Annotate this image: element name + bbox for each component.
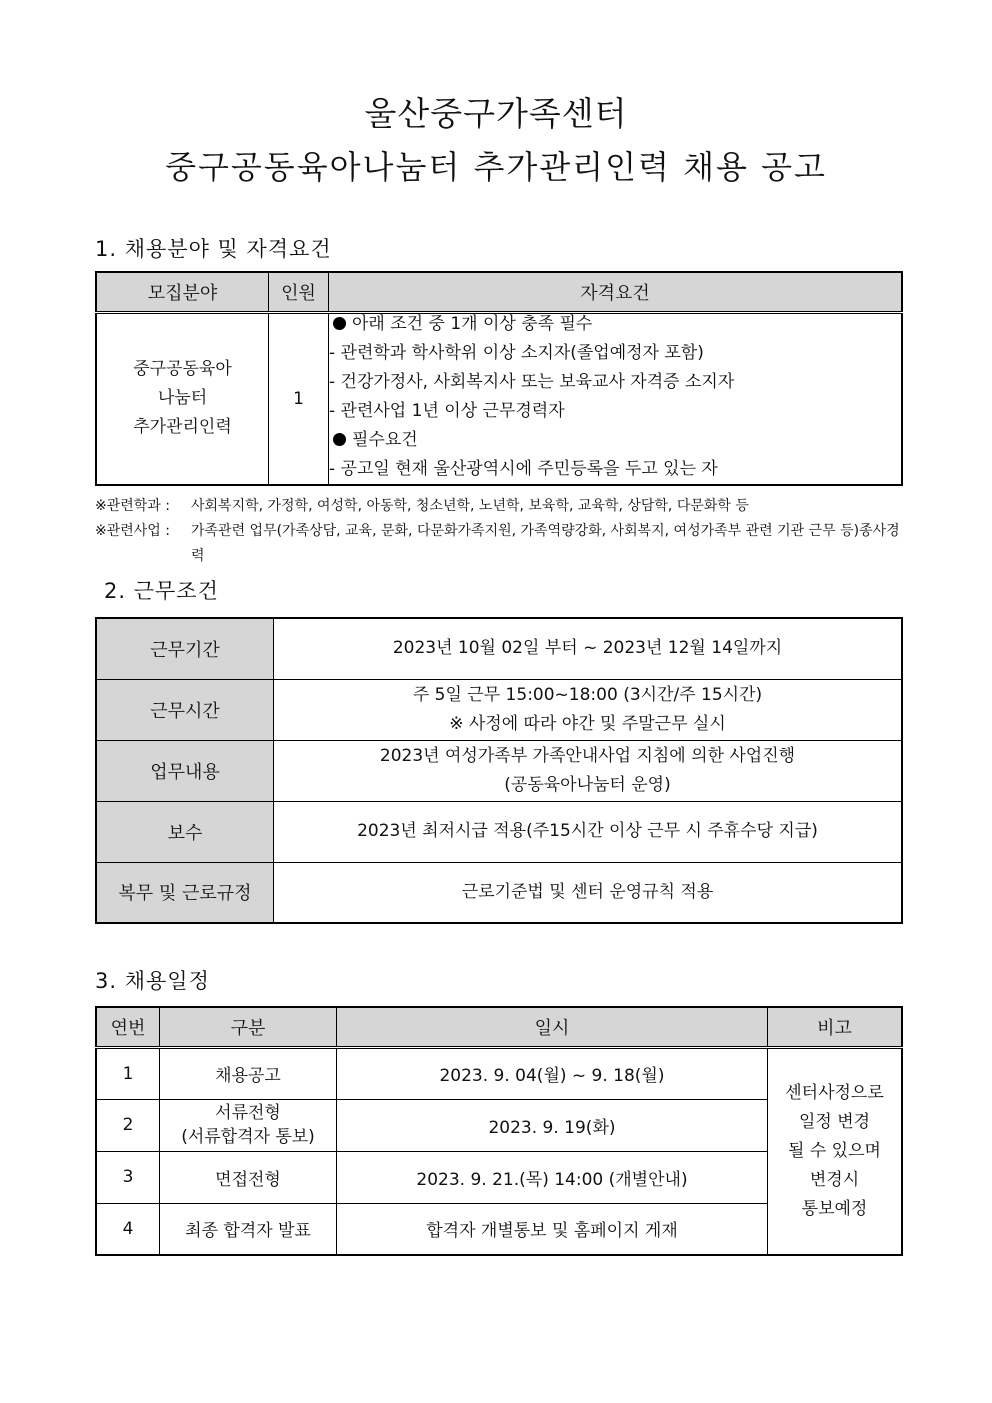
note-label: ※관련사업 : [95, 523, 170, 539]
qualification-table [95, 271, 903, 486]
requirements-cell [329, 312, 903, 485]
recruit-field-line: 중구공동육아 [133, 359, 232, 379]
condition-row [96, 740, 902, 801]
recruit-field-line: 나눔터 [157, 388, 208, 408]
col-header-date: 일시 [337, 1007, 768, 1047]
notes-block [95, 494, 905, 569]
requirement-item: - 관련사업 1년 이상 근무경력자 [329, 400, 565, 421]
condition-label: 복무 및 근로규정 [96, 862, 274, 923]
col-header-requirements: 자격요건 [329, 272, 903, 312]
condition-row [96, 801, 902, 862]
condition-value: 2023년 여성가족부 가족안내사업 지침에 의한 사업진행 (공동육아나눔터 운영) [274, 740, 903, 801]
recruit-field-cell [96, 312, 269, 485]
requirement-item: 아래 조건 중 1개 이상 충족 필수 [329, 312, 901, 339]
condition-value: 근로기준법 및 센터 운영규칙 적용 [274, 862, 903, 923]
schedule-date: 2023. 9. 21.(목) 14:00 (개별안내) [337, 1151, 768, 1203]
headcount-cell: 1 [269, 312, 329, 485]
note-text: 가족관련 업무(가족상담, 교육, 문화, 다문화가족지원, 가족역량강화, 사회복지, 여성가족부 관련 기관 근무 등)종사경력 [191, 523, 900, 564]
schedule-table [95, 1006, 903, 1256]
condition-value: 주 5일 근무 15:00~18:00 (3시간/주 15시간) ※ 사정에 따라 야간 및 주말근무 실시 [274, 679, 903, 740]
bullet-icon [333, 433, 346, 446]
col-header-field: 모집분야 [96, 272, 269, 312]
schedule-type: 면접전형 [160, 1151, 337, 1203]
schedule-date: 합격자 개별통보 및 홈페이지 게재 [337, 1203, 768, 1255]
schedule-no: 2 [96, 1099, 160, 1151]
note-text: 사회복지학, 가정학, 여성학, 아동학, 청소년학, 노년학, 보육학, 교육학, 상담학, 다문화학 등 [191, 498, 749, 514]
condition-row [96, 679, 902, 740]
schedule-type: 서류전형 (서류합격자 통보) [160, 1099, 337, 1151]
schedule-no: 4 [96, 1203, 160, 1255]
col-header-remark: 비고 [768, 1007, 903, 1047]
note-label: ※관련학과 : [95, 498, 170, 514]
condition-row [96, 862, 902, 923]
schedule-remark: 센터사정으로 일정 변경 될 수 있으며 변경시 통보예정 [768, 1047, 903, 1255]
condition-row [96, 618, 902, 679]
schedule-date: 2023. 9. 19(화) [337, 1099, 768, 1151]
recruit-field-line: 추가관리인력 [133, 417, 232, 437]
col-header-type: 구분 [160, 1007, 337, 1047]
schedule-no: 3 [96, 1151, 160, 1203]
col-header-no: 연번 [96, 1007, 160, 1047]
condition-label: 근무기간 [96, 618, 274, 679]
condition-value: 2023년 최저시급 적용(주15시간 이상 근무 시 주휴수당 지급) [274, 801, 903, 862]
note-related-work [95, 519, 905, 569]
requirement-item: 필수요건 [329, 426, 901, 455]
col-header-count: 인원 [269, 272, 329, 312]
requirement-item: - 공고일 현재 울산광역시에 주민등록을 두고 있는 자 [329, 458, 718, 479]
work-conditions-table [95, 617, 903, 924]
requirement-item: - 건강가정사, 사회복지사 또는 보육교사 자격증 소지자 [329, 371, 735, 392]
requirement-item: - 관련학과 학사학위 이상 소지자(졸업예정자 포함) [329, 342, 704, 363]
section1-heading: 1. 채용분야 및 자격요건 [95, 237, 332, 261]
section2-heading: 2. 근무조건 [104, 579, 219, 603]
note-related-major [95, 494, 905, 519]
condition-label: 업무내용 [96, 740, 274, 801]
schedule-row [96, 1047, 902, 1099]
notice-title-main: 중구공동육아나눔터 추가관리인력 채용 공고 [165, 148, 827, 186]
condition-label: 보수 [96, 801, 274, 862]
schedule-type: 최종 합격자 발표 [160, 1203, 337, 1255]
bullet-icon [333, 317, 346, 330]
schedule-date: 2023. 9. 04(월) ~ 9. 18(월) [337, 1047, 768, 1099]
condition-value: 2023년 10월 02일 부터 ~ 2023년 12월 14일까지 [274, 618, 903, 679]
notice-title-org: 울산중구가족센터 [364, 94, 628, 133]
schedule-type: 채용공고 [160, 1047, 337, 1099]
section3-heading: 3. 채용일정 [95, 969, 210, 993]
schedule-no: 1 [96, 1047, 160, 1099]
condition-label: 근무시간 [96, 679, 274, 740]
